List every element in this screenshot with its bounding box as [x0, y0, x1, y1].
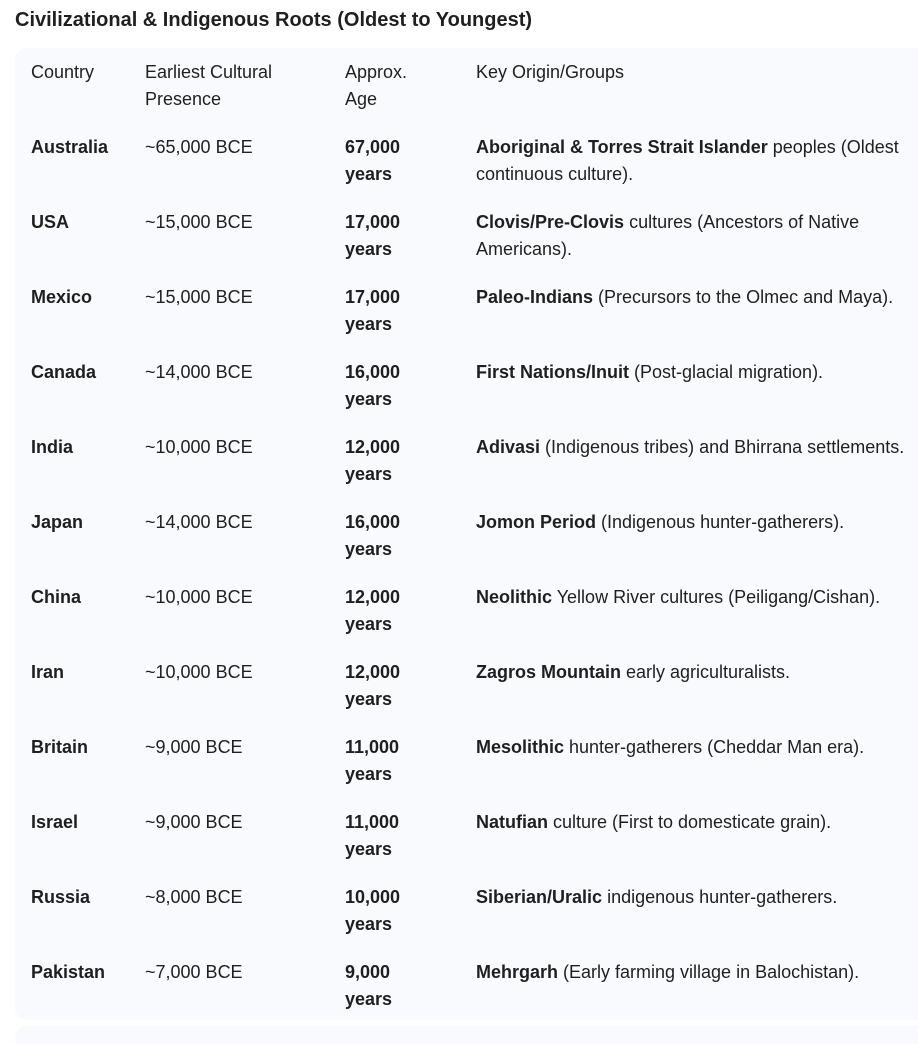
table-row [15, 284, 918, 359]
cell-country: Britain [31, 737, 89, 757]
cell-age: 11,000 years [345, 737, 400, 784]
table-row [15, 359, 918, 434]
table-row [15, 884, 918, 959]
table-row [15, 209, 918, 284]
cell-earliest: ~65,000 BCE [145, 137, 253, 157]
table-row [15, 134, 918, 209]
header-country: Country [31, 62, 95, 82]
cell-country: Pakistan [31, 962, 106, 982]
cell-earliest: ~9,000 BCE [145, 812, 243, 832]
table-row [15, 959, 918, 1034]
cell-country: Mexico [31, 287, 93, 307]
table-row [15, 659, 918, 734]
table-row [15, 584, 918, 659]
cell-origin: Clovis/Pre-Clovis cultures (Ancestors of Native Americans). [476, 212, 860, 259]
cell-country: Israel [31, 812, 79, 832]
cell-origin: First Nations/Inuit (Post-glacial migration). [476, 362, 824, 382]
header-age: Approx. Age [345, 62, 408, 109]
cell-origin: Mesolithic hunter-gatherers (Cheddar Man era). [476, 737, 865, 757]
cell-earliest: ~14,000 BCE [145, 512, 253, 532]
cell-earliest: ~15,000 BCE [145, 287, 253, 307]
cell-country: Russia [31, 887, 91, 907]
cell-origin: Jomon Period (Indigenous hunter-gatherers). [476, 512, 845, 532]
cell-origin: Natufian culture (First to domesticate grain). [476, 812, 832, 832]
cell-earliest: ~9,000 BCE [145, 737, 243, 757]
cell-country: Iran [31, 662, 65, 682]
table-row [15, 434, 918, 509]
page-title: Civilizational & Indigenous Roots (Oldest to Youngest) [15, 9, 533, 31]
table-row [15, 734, 918, 809]
cell-age: 16,000 years [345, 512, 401, 559]
cell-country: India [31, 437, 74, 457]
cell-country: USA [31, 212, 70, 232]
table-row [15, 509, 918, 584]
cell-country: China [31, 587, 82, 607]
cell-age: 11,000 years [345, 812, 400, 859]
cell-origin: Adivasi (Indigenous tribes) and Bhirrana settlements. [476, 437, 905, 457]
cell-origin: Zagros Mountain early agriculturalists. [476, 662, 791, 682]
cell-age: 12,000 years [345, 662, 401, 709]
cell-origin: Paleo-Indians (Precursors to the Olmec and Maya). [476, 287, 894, 307]
table-header-row [15, 59, 918, 134]
header-earliest: Earliest Cultural Presence [145, 62, 273, 109]
cell-country: Japan [31, 512, 84, 532]
cell-origin: Mehrgarh (Early farming village in Balochistan). [476, 962, 860, 982]
table-row [15, 809, 918, 884]
cell-country: Australia [31, 137, 109, 157]
cell-origin: Siberian/Uralic indigenous hunter-gatherers. [476, 887, 838, 907]
cell-age: 12,000 years [345, 437, 401, 484]
cell-age: 17,000 years [345, 212, 401, 259]
cell-earliest: ~8,000 BCE [145, 887, 243, 907]
header-origin: Key Origin/Groups [476, 62, 625, 82]
cell-earliest: ~7,000 BCE [145, 962, 243, 982]
roots-table [15, 59, 918, 1034]
cell-origin: Neolithic Yellow River cultures (Peiligang/Cishan). [476, 587, 881, 607]
cell-origin: Aboriginal & Torres Strait Islander peoples (Oldest continuous culture). [476, 137, 899, 184]
cell-age: 16,000 years [345, 362, 401, 409]
cell-earliest: ~14,000 BCE [145, 362, 253, 382]
cell-age: 10,000 years [345, 887, 401, 934]
cell-age: 9,000 years [345, 962, 393, 1009]
cell-earliest: ~15,000 BCE [145, 212, 253, 232]
cell-earliest: ~10,000 BCE [145, 662, 253, 682]
cell-age: 17,000 years [345, 287, 401, 334]
cell-age: 67,000 years [345, 137, 401, 184]
cell-earliest: ~10,000 BCE [145, 587, 253, 607]
cell-age: 12,000 years [345, 587, 401, 634]
cell-country: Canada [31, 362, 97, 382]
cell-earliest: ~10,000 BCE [145, 437, 253, 457]
